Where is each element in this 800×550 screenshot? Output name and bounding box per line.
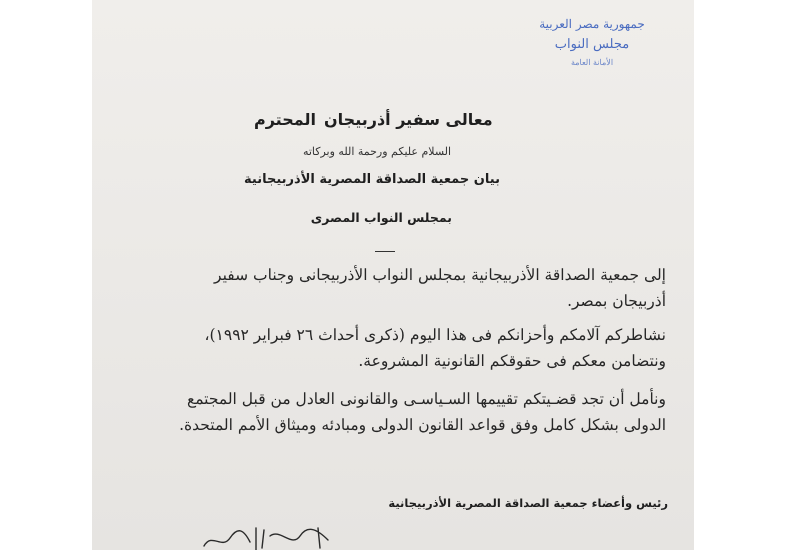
letterhead-council: مجلس النواب xyxy=(554,37,630,52)
body-paragraph-2-line-1: نشاطركم آلامكم وأحزانكم فى هذا اليوم (ذكرى أحداث ٢٦ فبراير ١٩٩٢)، xyxy=(204,326,666,344)
separator-line xyxy=(375,251,395,252)
greeting: السلام عليكم ورحمة الله وبركاته xyxy=(302,145,452,158)
letterhead xyxy=(512,14,672,70)
letterhead-country: جمهورية مصر العربية xyxy=(539,17,645,31)
addressee-title: المحترم xyxy=(254,110,316,129)
statement-subtitle: بمجلس النواب المصرى xyxy=(310,210,452,225)
body-paragraph-1-line-2: أذربيجان بمصر. xyxy=(567,292,666,310)
handwritten-signature xyxy=(200,524,350,550)
addressee-name: معالى سفير أذربيجان xyxy=(324,110,493,129)
body-paragraph-3-line-1: ونأمل أن تجد قضـيتكم تقييمها السـياسـى والقانونى العادل من قبل المجتمع xyxy=(186,390,666,408)
letterhead-secretariat: الأمانة العامة xyxy=(570,58,614,67)
statement-title: بيان جمعية الصداقة المصرية الأذربيجانية xyxy=(244,172,500,187)
signature-label: رئيس وأعضاء جمعية الصداقة المصرية الأذربيجانية xyxy=(388,496,668,510)
body-paragraph-2-line-2: ونتضامن معكم فى حقوقكم القانونية المشروعة. xyxy=(358,352,666,370)
body-paragraph-1-line-1: إلى جمعية الصداقة الأذربيجانية بمجلس النواب الأذربيجانى وجناب سفير xyxy=(214,266,666,284)
letter-page xyxy=(92,0,694,550)
body-paragraph-3-line-2: الدولى بشكل كامل وفق قواعد القانون الدولى ومبادئه وميثاق الأمم المتحدة. xyxy=(179,416,666,434)
